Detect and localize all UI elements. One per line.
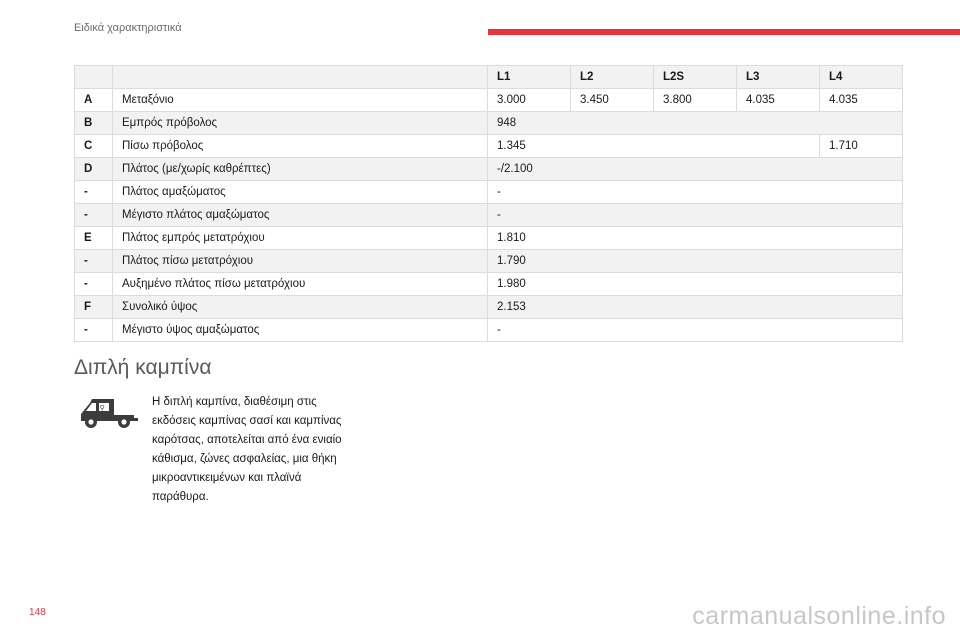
table-row: [75, 296, 903, 319]
row-code: E: [75, 227, 113, 250]
row-label: Αυξημένο πλάτος πίσω μετατρόχιου: [113, 273, 488, 296]
row-value: 1.710: [820, 135, 903, 158]
table-row: [75, 204, 903, 227]
row-value: 1.980: [488, 273, 903, 296]
row-value: 4.035: [737, 89, 820, 112]
row-code: D: [75, 158, 113, 181]
table-row: [75, 181, 903, 204]
row-label: Μεταξόνιο: [113, 89, 488, 112]
column-header-l2s: L2S: [654, 66, 737, 89]
row-code: F: [75, 296, 113, 319]
section-title: Διπλή καμπίνα: [74, 356, 212, 379]
row-value: 1.790: [488, 250, 903, 273]
double-cab-vehicle-icon: [78, 394, 140, 430]
row-label: Συνολικό ύψος: [113, 296, 488, 319]
row-value: 2.153: [488, 296, 903, 319]
table-row: [75, 158, 903, 181]
column-header: [113, 66, 488, 89]
table-row: [75, 135, 903, 158]
row-code: -: [75, 204, 113, 227]
row-code: -: [75, 319, 113, 342]
table-row: [75, 250, 903, 273]
row-value: -: [488, 204, 903, 227]
row-code: A: [75, 89, 113, 112]
row-label: Πλάτος (με/χωρίς καθρέπτες): [113, 158, 488, 181]
row-label: Πλάτος αμαξώματος: [113, 181, 488, 204]
page-number: 148: [29, 607, 46, 618]
column-header-l1: L1: [488, 66, 571, 89]
page-header-title: Ειδικά χαρακτηριστικά: [74, 22, 182, 34]
svg-text:⚲: ⚲: [99, 404, 105, 412]
table-row: [75, 273, 903, 296]
row-value: -: [488, 319, 903, 342]
row-value: 3.800: [654, 89, 737, 112]
row-label: Εμπρός πρόβολος: [113, 112, 488, 135]
row-code: -: [75, 250, 113, 273]
row-label: Πλάτος εμπρός μετατρόχιου: [113, 227, 488, 250]
table-header-row: [75, 66, 903, 89]
row-value: 948: [488, 112, 903, 135]
row-value: -: [488, 181, 903, 204]
row-label: Πλάτος πίσω μετατρόχιου: [113, 250, 488, 273]
table-row: [75, 112, 903, 135]
row-code: C: [75, 135, 113, 158]
column-header-l3: L3: [737, 66, 820, 89]
header-accent-bar: [488, 29, 960, 35]
row-value: 3.000: [488, 89, 571, 112]
section-description: Η διπλή καμπίνα, διαθέσιμη στις εκδόσεις καμπίνας σασί και καμπίνας καρότσας, αποτελείται από ένα ενιαίο κάθισμα, ζώνες ασφαλείας, μια θήκη μικροαντικειμένων και πλαϊνά παράθυρα.: [152, 396, 342, 503]
row-code: -: [75, 181, 113, 204]
row-value: 4.035: [820, 89, 903, 112]
table-row: [75, 227, 903, 250]
column-header: [75, 66, 113, 89]
row-code: -: [75, 273, 113, 296]
column-header-l4: L4: [820, 66, 903, 89]
row-value: 1.345: [488, 135, 820, 158]
row-label: Μέγιστο ύψος αμαξώματος: [113, 319, 488, 342]
row-value: -/2.100: [488, 158, 903, 181]
column-header-l2: L2: [571, 66, 654, 89]
table-row: [75, 319, 903, 342]
row-code: B: [75, 112, 113, 135]
watermark-text: carmanualsonline.info: [692, 602, 946, 630]
row-label: Πίσω πρόβολος: [113, 135, 488, 158]
row-value: 1.810: [488, 227, 903, 250]
table-row: [75, 89, 903, 112]
dimensions-table: [74, 65, 903, 342]
row-label: Μέγιστο πλάτος αμαξώματος: [113, 204, 488, 227]
row-value: 3.450: [571, 89, 654, 112]
